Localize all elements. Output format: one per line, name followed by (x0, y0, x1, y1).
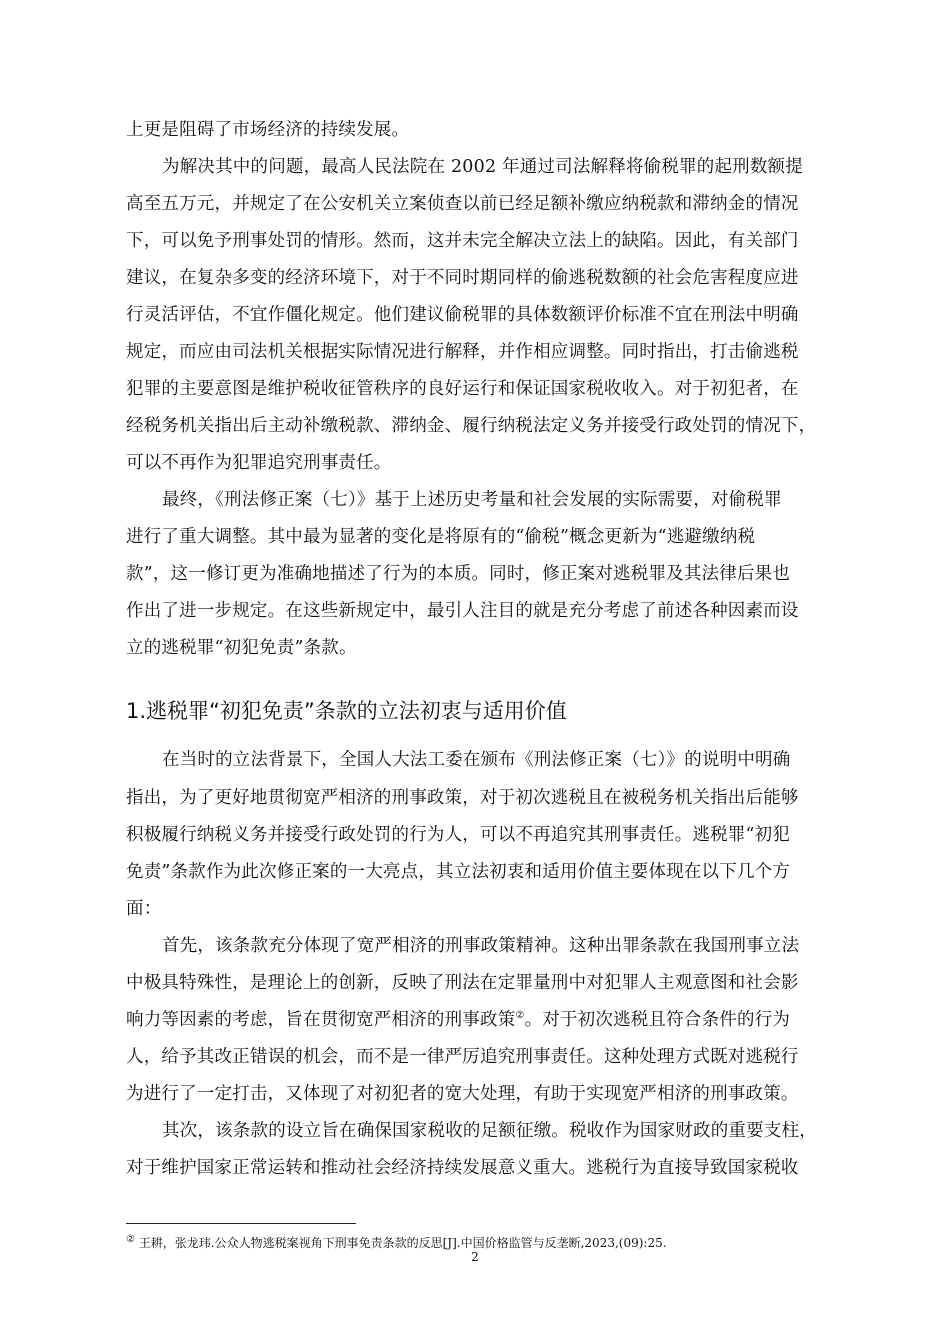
paragraph-line: 犯罪的主要意图是维护税收征管秩序的良好运行和保证国家税收收入。对于初犯者，在 (126, 379, 799, 399)
paragraph-line: 其次，该条款的设立旨在确保国家税收的足额征缴。税收作为国家财政的重要支柱， (162, 1121, 817, 1141)
paragraph-line: 在当时的立法背景下，全国人大法工委在颁布《刑法修正案（七）》的说明中明确 (162, 750, 791, 770)
paragraph-line: 为解决其中的问题，最高人民法院在 2002 年通过司法解释将偷税罪的起刑数额提 (162, 157, 803, 177)
footnote-divider (126, 1223, 356, 1224)
paragraph-line: 建议，在复杂多变的经济环境下，对于不同时期同样的偷逃税数额的社会危害程度应进 (126, 268, 799, 288)
paragraph-line: 进行了重大调整。其中最为显著的变化是将原有的“偷税”概念更新为“逃避缴纳税 (126, 527, 756, 547)
page-number: 2 (471, 1250, 479, 1264)
paragraph-line: 指出，为了更好地贯彻宽严相济的刑事政策，对于初次逃税且在被税务机关指出后能够 (126, 788, 799, 808)
paragraph-line: 为进行了一定打击，又体现了对初犯者的宽大处理，有助于实现宽严相济的刑事政策。 (126, 1084, 799, 1104)
paragraph-line: 作出了进一步规定。在这些新规定中，最引人注目的就是充分考虑了前述各种因素而设 (126, 601, 799, 621)
paragraph-line: 行灵活评估，不宜作僵化规定。他们建议偷税罪的具体数额评价标准不宜在刑法中明确 (126, 305, 799, 325)
footnote (126, 1234, 667, 1251)
paragraph-line (126, 1008, 790, 1032)
paragraph-line: 最终，《刑法修正案（七）》基于上述历史考量和社会发展的实际需要，对偷税罪 (162, 490, 782, 510)
paragraph-line: 免责”条款作为此次修正案的一大亮点，其立法初衷和适用价值主要体现在以下几个方 (126, 862, 791, 882)
footnote-text: 王耕，张龙玮.公众人物逃税案视角下刑事免责条款的反思[J].中国价格监管与反垄断,2023,(09):25. (138, 1236, 667, 1250)
paragraph-line: 积极履行纳税义务并接受行政处罚的行为人，可以不再追究其刑事责任。逃税罪“初犯 (126, 825, 791, 845)
paragraph-line: 高至五万元，并规定了在公安机关立案侦查以前已经足额补缴应纳税款和滞纳金的情况 (126, 194, 799, 214)
paragraph-line: 下，可以免予刑事处罚的情形。然而，这并未完全解决立法上的缺陷。因此，有关部门 (126, 231, 799, 251)
paragraph-line: 可以不再作为犯罪追究刑事责任。 (126, 453, 392, 473)
paragraph-line: 立的逃税罪“初犯免责”条款。 (126, 638, 357, 658)
paragraph-line: 人，给予其改正错误的机会，而不是一律严厉追究刑事责任。这种处理方式既对逃税行 (126, 1047, 799, 1067)
paragraph-line: 对于维护国家正常运转和推动社会经济持续发展意义重大。逃税行为直接导致国家税收 (126, 1158, 799, 1178)
footnote-reference[interactable]: ② (515, 1010, 525, 1022)
section-heading: 1.逃税罪“初犯免责”条款的立法初衷与适用价值 (126, 699, 567, 723)
line-text: 响力等因素的考虑，旨在贯彻宽严相济的刑事政策 (126, 1010, 516, 1030)
footnote-mark: ② (126, 1234, 135, 1245)
paragraph-line: 中极具特殊性，是理论上的创新，反映了刑法在定罪量刑中对犯罪人主观意图和社会影 (126, 973, 799, 993)
paragraph-line: 面： (126, 899, 162, 919)
paragraph-line: 上更是阻碍了市场经济的持续发展。 (126, 120, 410, 140)
line-text: 。对于初次逃税且符合条件的行为 (524, 1010, 791, 1030)
paragraph-line: 首先，该条款充分体现了宽严相济的刑事政策精神。这种出罪条款在我国刑事立法 (162, 936, 800, 956)
paragraph-line: 规定，而应由司法机关根据实际情况进行解释，并作相应调整。同时指出，打击偷逃税 (126, 342, 799, 362)
paragraph-line: 款”，这一修订更为准确地描述了行为的本质。同时，修正案对逃税罪及其法律后果也 (126, 564, 791, 584)
paragraph-line: 经税务机关指出后主动补缴税款、滞纳金、履行纳税法定义务并接受行政处罚的情况下， (126, 416, 817, 436)
